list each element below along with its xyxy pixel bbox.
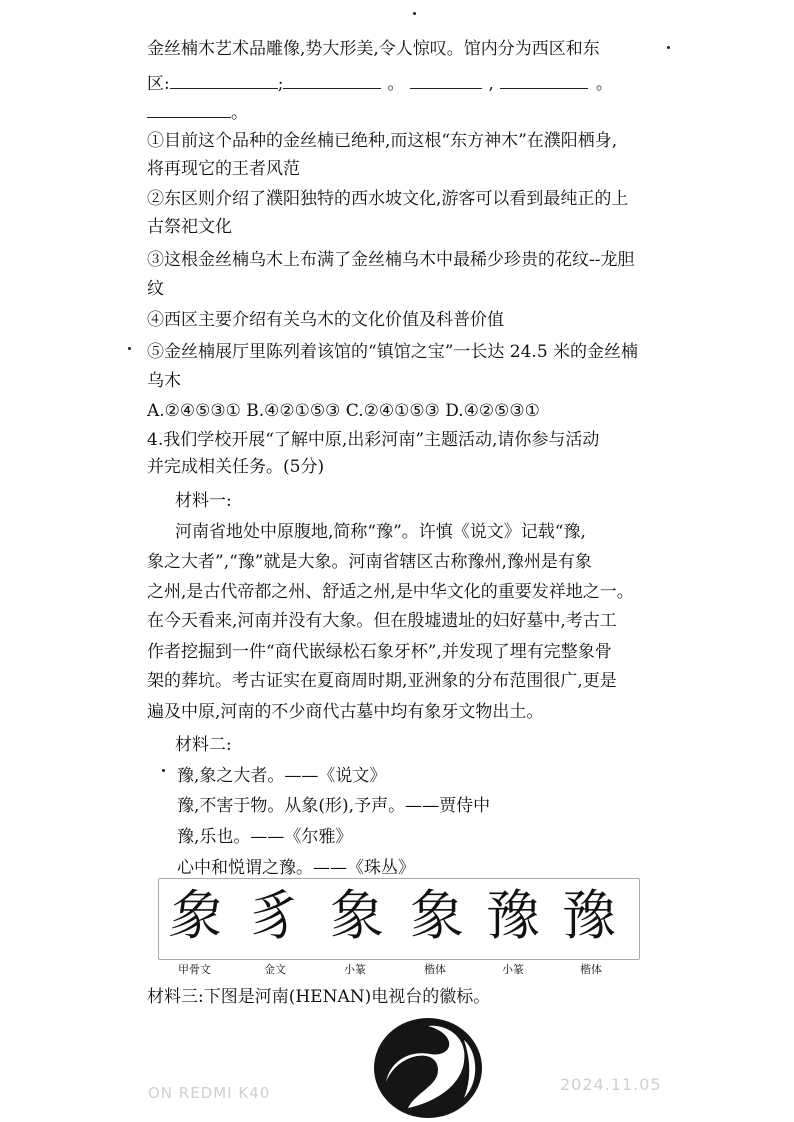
glyph-label: 小篆	[344, 963, 366, 976]
answer-blank-5[interactable]	[147, 99, 231, 118]
material-1-line: 在今天看来,河南并没有大象。但在殷墟遗址的妇好墓中,考古工	[147, 611, 617, 631]
seal-glyph: 象	[330, 884, 384, 947]
camera-watermark: ON REDMI K40	[148, 1084, 271, 1102]
answer-blank-4[interactable]	[500, 70, 588, 89]
regular-glyph: 象	[410, 884, 464, 947]
question-4-line-1: 4.我们学校开展“了解中原,出彩河南”主题活动,请你参与活动	[147, 430, 600, 450]
passage-line-1: 金丝楠木艺术品雕像,势大形美,令人惊叹。馆内分为西区和东	[147, 39, 600, 59]
scan-speck	[162, 769, 165, 772]
passage-line-2	[147, 70, 613, 96]
regular-glyph: 豫	[562, 884, 616, 947]
separator: 。	[387, 74, 405, 94]
material-2-quote: 豫,不害于物。从象(形),予声。——贾侍中	[177, 796, 491, 816]
bronze-glyph: 豸	[248, 884, 302, 947]
option-line: 古祭祀文化	[147, 217, 232, 237]
oracle-bone-glyph: 象	[165, 884, 229, 947]
henan-tv-logo-icon	[368, 1012, 488, 1122]
option-line: ⑤金丝楠展厅里陈列着该馆的“镇馆之宝”一长达 24.5 米的金丝楠	[147, 342, 639, 362]
material-2-quote: 豫,乐也。——《尔雅》	[177, 827, 353, 847]
separator: ;	[277, 74, 284, 94]
option-line: ①目前这个品种的金丝楠已绝种,而这根“东方神木”在濮阳栖身,	[147, 131, 618, 151]
scan-speck	[413, 12, 416, 15]
scan-speck	[128, 347, 131, 350]
glyph-label: 金文	[264, 963, 286, 976]
material-1-line: 作者挖掘到一件“商代嵌绿松石象牙杯”,并发现了埋有完整象骨	[147, 642, 612, 662]
option-line: 纹	[147, 279, 164, 299]
material-1-heading: 材料一:	[175, 491, 232, 511]
passage-line-3	[147, 99, 248, 125]
answer-choices: A.②④⑤③① B.④②①⑤③ C.②④①⑤③ D.④②⑤③①	[147, 401, 540, 421]
answer-blank-2[interactable]	[283, 70, 381, 89]
glyph-label: 小篆	[502, 963, 524, 976]
material-2-heading: 材料二:	[175, 735, 232, 755]
option-line: ④西区主要介绍有关乌木的文化价值及科普价值	[147, 310, 504, 330]
material-1-line: 象之大者”,“豫”就是大象。河南省辖区古称豫州,豫州是有象	[147, 552, 592, 572]
scan-speck	[667, 46, 670, 49]
separator: 。	[231, 103, 248, 123]
option-line: ③这根金丝楠乌木上布满了金丝楠乌木中最稀少珍贵的花纹--龙胆	[147, 250, 635, 270]
material-1-line: 遍及中原,河南的不少商代古墓中均有象牙文物出土。	[147, 702, 544, 722]
material-1-line: 之州,是古代帝都之州、舒适之州,是中华文化的重要发祥地之一。	[147, 582, 634, 602]
separator: 。	[595, 74, 613, 94]
material-1-line: 河南省地处中原腹地,简称“豫”。许慎《说文》记载“豫,	[175, 522, 586, 542]
date-watermark: 2024.11.05	[560, 1075, 662, 1094]
glyph-label: 楷体	[580, 963, 602, 976]
answer-blank-3[interactable]	[410, 70, 482, 89]
material-2-quote: 豫,象之大者。——《说文》	[177, 766, 387, 786]
option-line: 将再现它的王者风范	[147, 159, 300, 179]
answer-blank-1[interactable]	[170, 70, 278, 89]
separator: ,	[488, 74, 494, 94]
glyph-label: 楷体	[424, 963, 446, 976]
question-4-line-2: 并完成相关任务。(5分)	[147, 457, 325, 477]
material-1-line: 架的葬坑。考古证实在夏商周时期,亚洲象的分布范围很广,更是	[147, 671, 617, 691]
glyph-label: 甲骨文	[178, 963, 211, 976]
option-line: ②东区则介绍了濮阳独特的西水坡文化,游客可以看到最纯正的上	[147, 189, 629, 209]
material-2-quote: 心中和悦谓之豫。——《珠丛》	[177, 858, 415, 878]
material-3-line: 材料三:下图是河南(HENAN)电视台的徽标。	[147, 987, 491, 1007]
passage-prefix: 区:	[147, 74, 170, 94]
seal-glyph: 豫	[486, 884, 540, 947]
option-line: 乌木	[147, 371, 181, 391]
